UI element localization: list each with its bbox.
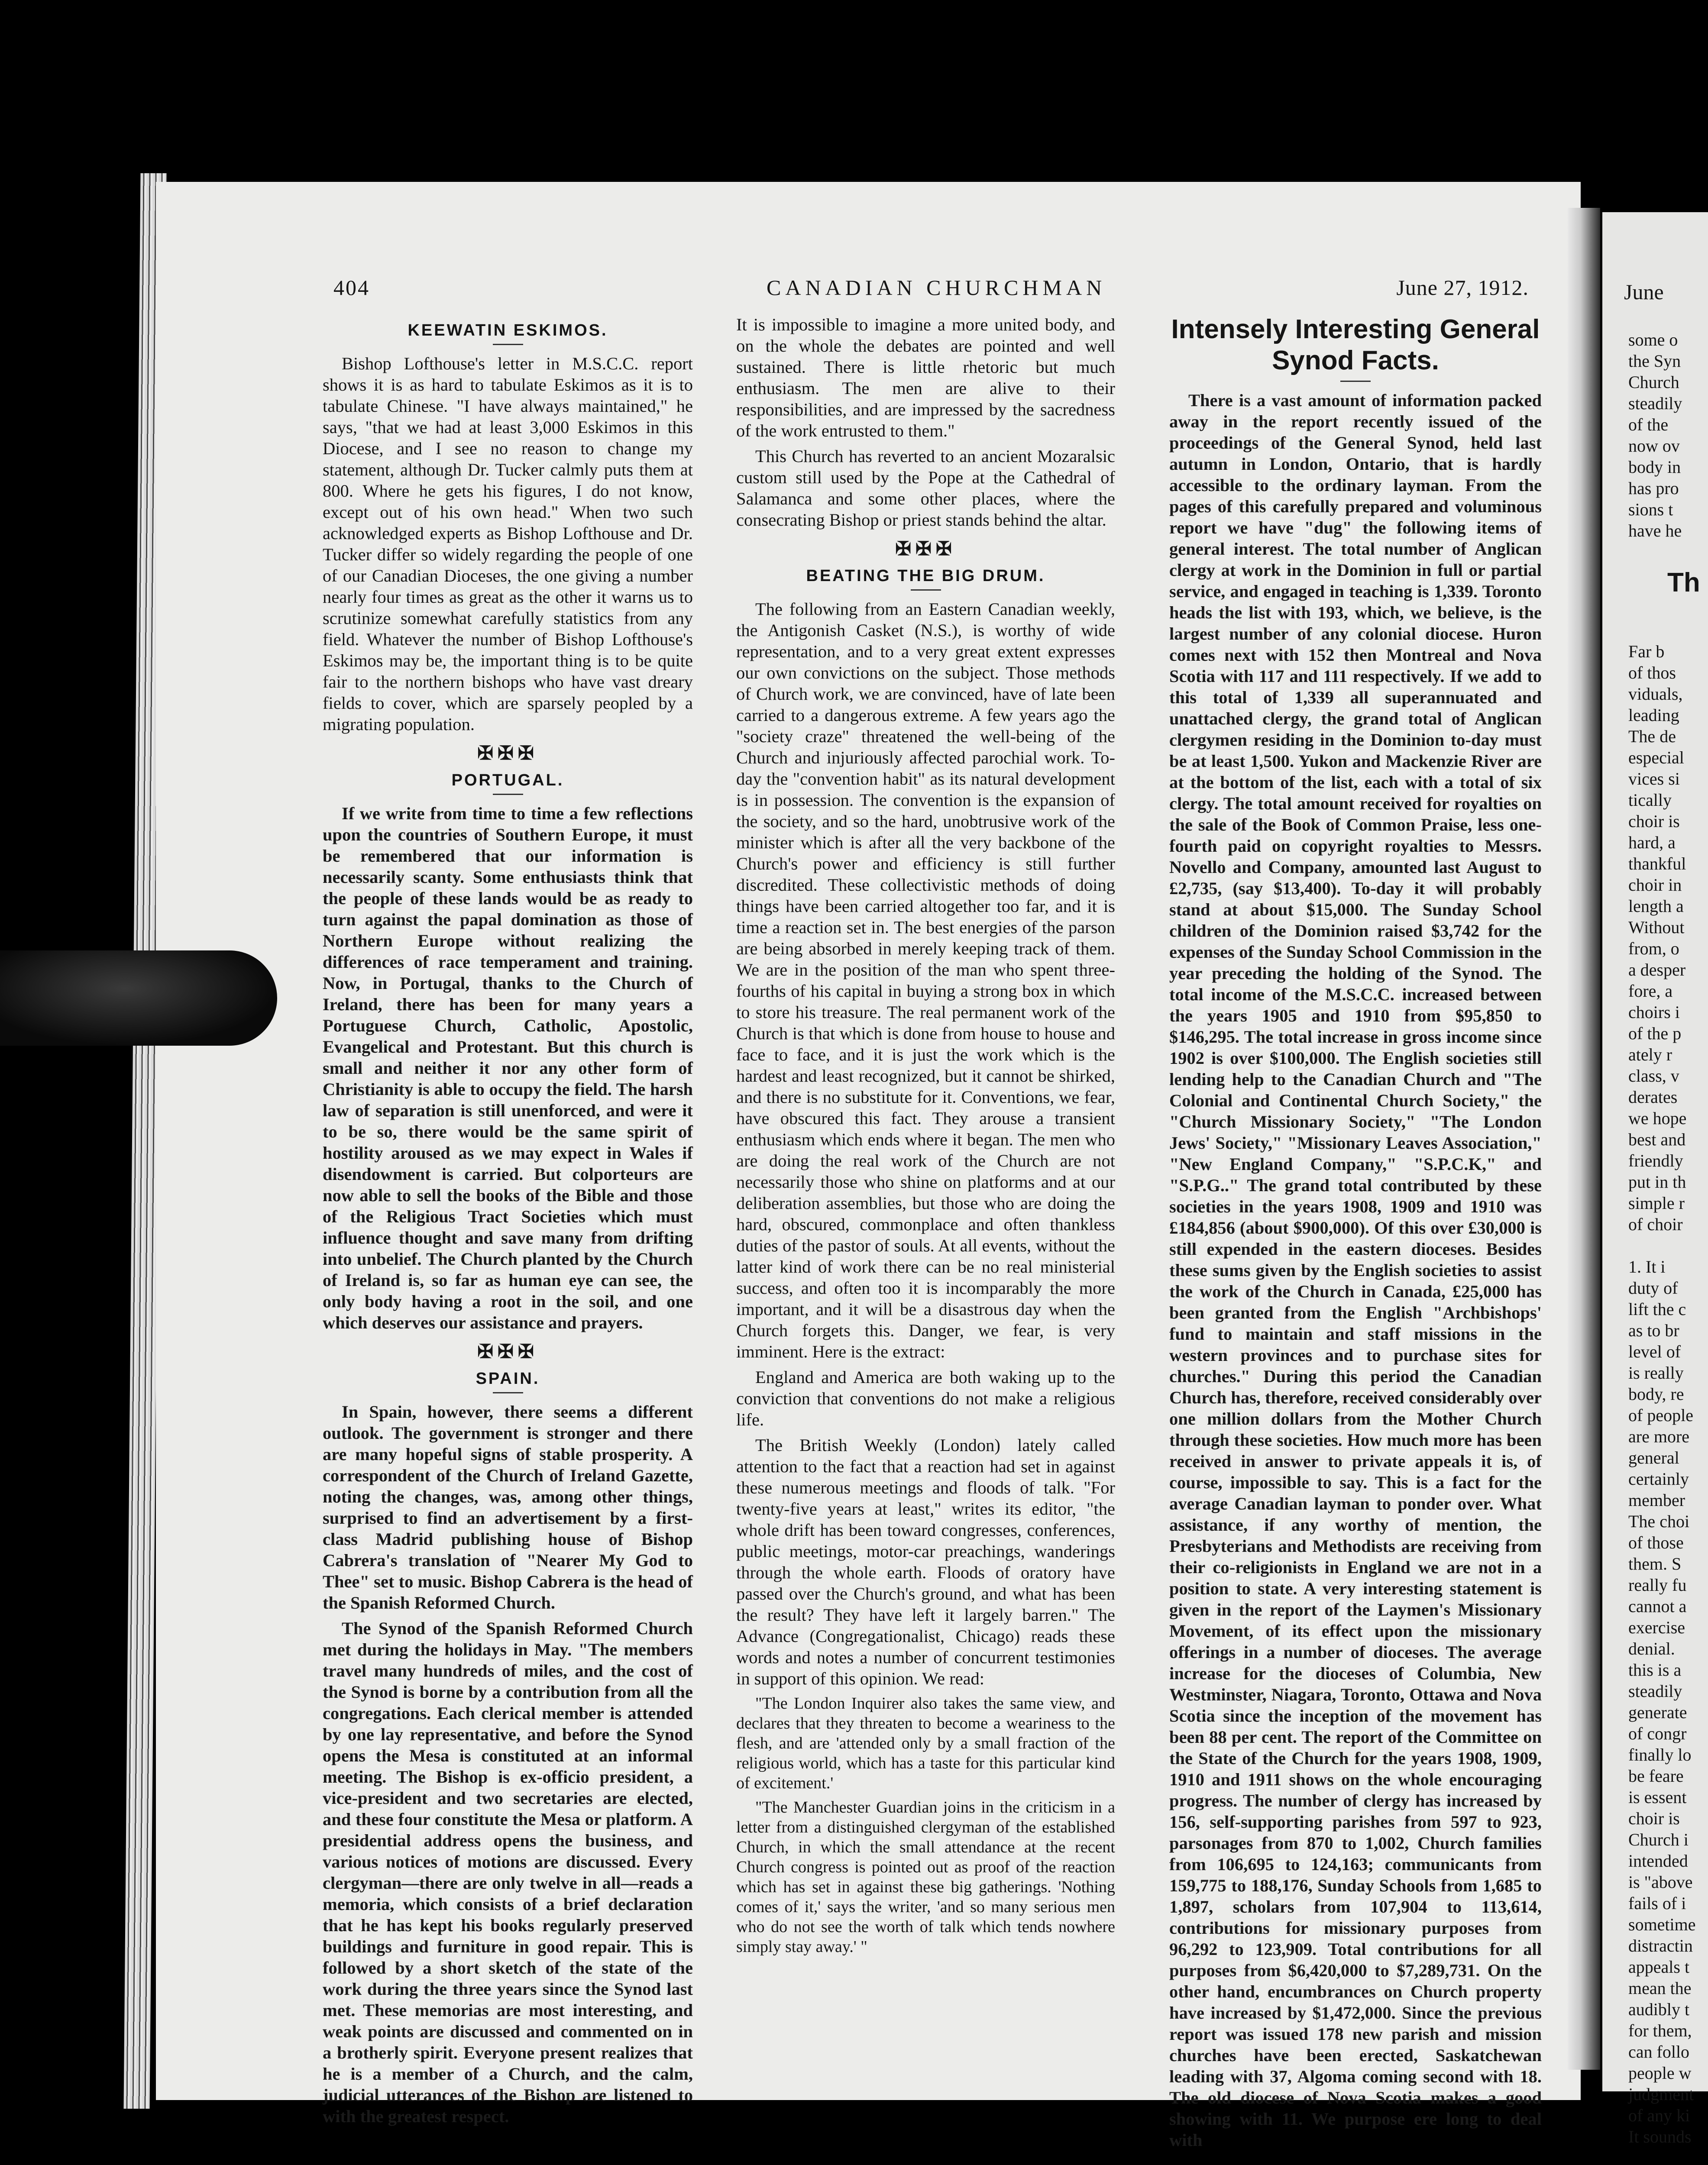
synod-facts-paragraph: There is a vast amount of information packed away in the report recently issued of the proceedings of the General Synod, held last autumn in London, Ontario, that is hardly accessible to the ordinary layman. From the pages of this carefully prepared and voluminous report we have "dug" the following items of general interest. The total number of Anglican clergy at work in the Dominion in full or partial service, and engaged in teaching is 1,339. Toronto heads the list with 193, which, we believe, is the largest number of any colonial diocese. Huron comes next with 152 then Montreal and Nova Scotia with 117 and 111 respectively. If we add to this total of 1,339 all superannuated and unattached clergy, the grand total of Anglican clergymen residing in the Dominion to-day must be at least 1,500. Yukon and Mackenzie River are at the bottom of the list, each with a total of six clergy. The total amount received for royalties on the sale of the Book of Common Praise, less one-fourth paid on copyright royalties to Messrs. Novello and Company, amounted last August to £2,735, (say $13,400). To-day it will probably stand at about $15,000. The Sunday School children of the Dominion raised $3,742 for the expenses of the Sunday School Commission in the year preceding the holding of the Synod. The total income of the M.S.C.C. increased between the years 1905 and 1910 from $95,850 to $146,295. The total increase in gross income since 1902 is over $100,000. The English societies still lending help to the Canadian Church and "The Colonial and Continental Church Society," the "Church Missionary Society," "The London Jews' Society," "Missionary Leaves Association," "New England Company," "S.P.C.K," and "S.P.G.." The grand total contributed by these societies in the years 1908, 1909 and 1910 was £184,856 (about $900,000). Of this over £30,000 is still expended in the eastern dioceses. Besides these sums given by the English societies to assist the work of the Church in Canada, £25,000 has been granted from the English "Archbishops' fund to maintain and staff missions in the western provinces and to purchase sites for churches." During this period the Canadian Church has, therefore, received considerably over one million dollars from the Mother Church through these societies. How much more has been received in answer to private appeals it is, of course, impossible to say. This is a fact for the average Canadian layman to ponder over. What assistance, if any worthy of mention, the Presbyterians and Methodists are receiving from their co-religionists in England we are not in a position to state. A very interesting statement is given in the report of the Laymen's Missionary Movement, of its effect upon the missionary offerings in a number of dioceses. The average increase for the dioceses of Columbia, New Westminster, Niagara, Toronto, Ottawa and Nova Scotia since the inception of the movement has been 88 per cent. The report of the Committee on the State of the Church for the years 1908, 1909, 1910 and 1911 shows on the whole encouraging progress. The number of clergy has increased by 156, self-supporting parishes from 597 to 923, parsonages from 870 to 1,002, Church families from 106,695 to 124,163; communicants from 159,775 to 188,176, Sunday Schools from 1,685 to 1,897, scholars from 107,904 to 113,614, contributions for missionary purposes from 96,292 to 123,909. Total contributions for all purposes from $6,420,000 to $7,289,731. On the other hand, encumbrances on Church property have increased by $1,472,000. Since the previous report was issued 178 new parish and mission churches have been erected, Saskatchewan leading with 37, Algoma coming second with 18. The old diocese of Nova Scotia makes a good showing with 11. We purpose ere long to deal with	[1169, 391, 1542, 2150]
next-page-line: exercise	[1628, 1618, 1685, 1637]
next-page-line: level of	[1628, 1342, 1681, 1361]
synod-facts-heading: Intensely Interesting General Synod Facts.	[1171, 314, 1540, 375]
publication-title: CANADIAN CHURCHMAN	[767, 275, 1106, 300]
next-page-line: length a	[1628, 896, 1684, 916]
next-page-line: steadily	[1628, 1681, 1682, 1701]
next-page-line: leading	[1628, 705, 1679, 725]
next-page-line: some o	[1628, 330, 1678, 349]
next-page-line: general	[1628, 1448, 1679, 1467]
next-page-line: audibly t	[1628, 2000, 1690, 2019]
next-page-line: steadily	[1628, 394, 1682, 413]
page-header	[333, 275, 1529, 310]
next-page-line: is really	[1628, 1363, 1684, 1383]
next-page-line: viduals,	[1628, 684, 1683, 704]
next-page-line: hard, a	[1628, 833, 1676, 852]
column-1	[323, 314, 693, 2131]
next-page-line: especial	[1628, 748, 1684, 767]
next-page-line: lift the c	[1628, 1299, 1686, 1319]
next-page-line: tically	[1628, 790, 1672, 810]
next-page-fragment	[1602, 212, 1708, 2146]
next-page-line: the Syn	[1628, 351, 1681, 371]
section-ornament: ✠✠✠	[895, 538, 956, 559]
thumb-holding-page	[0, 950, 277, 1046]
next-page-line: duty of	[1628, 1278, 1678, 1298]
next-page-line: choirs i	[1628, 1002, 1680, 1022]
next-page-line: Church i	[1628, 1830, 1689, 1849]
next-page-line: member	[1628, 1490, 1685, 1510]
next-page-line: of people	[1628, 1406, 1693, 1425]
next-page-line: generate	[1628, 1703, 1687, 1722]
spain-heading: SPAIN.	[476, 1370, 540, 1388]
next-page-line: of congr	[1628, 1724, 1687, 1743]
next-page-line: is essent	[1628, 1787, 1687, 1807]
drum-quote-2: "The Manchester Guardian joins in the criticism in a letter from a distinguished clergyman of the established Church, in which the small attendance at the recent Church congress is pointed out as proof of the reaction which has set in against these big gatherings. 'Nothing comes of it,' says the writer, 'and so many serious men who do not see the worth of talk which tends nowhere simply stay away.' "	[736, 1798, 1115, 1956]
next-page-line: Far b	[1628, 642, 1665, 661]
next-page-line: can follo	[1628, 2042, 1690, 2062]
next-page-line: vices si	[1628, 769, 1680, 788]
next-page-line: It sounds	[1628, 2127, 1692, 2146]
heading-rule	[493, 794, 523, 795]
next-page-line: thankful	[1628, 854, 1686, 873]
next-page-line: fails of i	[1628, 1894, 1686, 1913]
next-page-line: simple r	[1628, 1193, 1685, 1213]
next-page-heading: Th	[1667, 568, 1700, 598]
drum-heading: BEATING THE BIG DRUM.	[806, 567, 1045, 585]
next-page-line: sions t	[1628, 500, 1673, 519]
next-page-line: them. S	[1628, 1554, 1682, 1574]
next-page-line: choir is	[1628, 1809, 1680, 1828]
drum-paragraph-2: England and America are both waking up to the conviction that conventions do not make a religious life.	[736, 1367, 1115, 1429]
next-page-line: have he	[1628, 521, 1682, 540]
next-page-line: of the	[1628, 415, 1669, 434]
next-page-line: of choir	[1628, 1215, 1683, 1234]
next-page-line: distractin	[1628, 1936, 1693, 1955]
next-page-line: appeals t	[1628, 1957, 1690, 1977]
next-page-line: body, re	[1628, 1384, 1684, 1404]
page-number: 404	[333, 275, 370, 300]
next-page-line: certainly	[1628, 1469, 1689, 1489]
next-page-line: choir is	[1628, 811, 1680, 831]
spain-continuation-2: This Church has reverted to an ancient Mozaralsic custom still used by the Pope at the Cathedral of Salamanca and some other places, where the consecrating Bishop or priest stands behind the altar.	[736, 446, 1115, 530]
section-ornament: ✠✠✠	[477, 743, 538, 764]
next-page-text-bottom	[1628, 641, 1696, 2147]
next-page-line: class, v	[1628, 1066, 1679, 1086]
page-gutter-shadow	[1568, 208, 1600, 2070]
next-page-line: cannot a	[1628, 1596, 1687, 1616]
section-ornament: ✠✠✠	[477, 1341, 538, 1362]
next-page-line	[1628, 1235, 1696, 1256]
spain-paragraph-2: The Synod of the Spanish Reformed Church met during the holidays in May. "The members travel many hundreds of miles, and the cost of the Synod is borne by a contribution from all the congregations. Each clerical member is attended by one lay representative, and before the Synod opens the Mesa is constituted at an informal meeting. The Bishop is ex-officio president, a vice-president and two secretaries are elected, and these four constitute the Mesa or platform. A presidential address opens the business, and various notices of motions are discussed. Every clergyman—there are only twelve in all—reads a memoria, which consists of a brief declaration that he has kept his books regularly preserved buildings and furniture in good repair. This is followed by a short sketch of the state of the work during the three years since the Synod last met. These memorias are most interesting, and weak points are discussed and commented on in a brotherly spirit. Everyone present realizes that he is a member of a Church, and the calm, judicial utterances of the Bishop are listened to with the greatest respect.	[323, 1619, 693, 2126]
keewatin-paragraph: Bishop Lofthouse's letter in M.S.C.C. report shows it is as hard to tabulate Eskimos as it is to tabulate Chinese. "I have always maintained," he says, "that we had at least 3,000 Eskimos in this Diocese, and I see no reason to change my statement, although Dr. Tucker calmly puts them at 800. Where he gets his figures, I do not know, except out of his own head." When two such acknowledged experts as Bishop Lofthouse and Dr. Tucker differ so widely regarding the people of one of our Canadian Dioceses, the one giving a number nearly four times as great as the other it warns us to scrutinize somewhat carefully statistics from any field. Whatever the number of Bishop Lofthouse's Eskimos may be, the important thing is to be quite fair to the northern bishops who have vast dreary fields to cover, which are sparsely peopled by a migrating population.	[323, 354, 693, 734]
heading-rule	[493, 344, 523, 345]
next-page-line: has pro	[1628, 478, 1679, 498]
next-page-line: 1. It i	[1628, 1257, 1666, 1276]
next-page-line: Without	[1628, 918, 1685, 937]
next-page-line: mean the	[1628, 1978, 1692, 1998]
heading-rule	[493, 1392, 523, 1393]
next-page-line: choir in	[1628, 875, 1682, 895]
column-3	[1169, 314, 1542, 2155]
next-page-text-top	[1628, 329, 1682, 541]
next-page-line: of any ki	[1628, 2106, 1690, 2125]
next-page-line: ately r	[1628, 1045, 1672, 1064]
drum-paragraph-3: The British Weekly (London) lately called attention to the fact that a reaction had set in against these numerous meetings and floods of talk. "For twenty-five years at least," writes its editor, "the whole drift has been toward congresses, conferences, public meetings, motor-car preachings, wanderings through the whole earth. Floods of oratory have passed over the Church's ground, and what has been the result? They have left it largely barren." The Advance (Congregationalist, Chicago) reads these words and notes a number of concurrent testimonies in support of this opinion. We read:	[736, 1435, 1115, 1688]
next-page-line: now ov	[1628, 436, 1680, 456]
heading-rule	[1340, 381, 1371, 382]
keewatin-heading: KEEWATIN ESKIMOS.	[408, 321, 608, 339]
next-page-line: put in th	[1628, 1172, 1686, 1192]
next-page-line: a desper	[1628, 960, 1686, 979]
next-page-line: for them,	[1628, 2021, 1692, 2040]
next-page-line: intended	[1628, 1851, 1688, 1871]
next-page-line: The de	[1628, 727, 1676, 746]
next-page-line: as to br	[1628, 1321, 1679, 1340]
next-page-line: really fu	[1628, 1575, 1687, 1595]
issue-date: June 27, 1912.	[1396, 275, 1529, 300]
next-page-line: sometime	[1628, 1915, 1696, 1934]
drum-quote-1: "The London Inquirer also takes the same view, and declares that they threaten to become a weariness to the flesh, and are 'attended only by a small fraction of the religious world, which has a taste for this particular kind of excitement.'	[736, 1694, 1115, 1792]
next-page-line: of those	[1628, 1533, 1684, 1552]
next-page-line: derates	[1628, 1087, 1678, 1107]
next-page-line: from, o	[1628, 939, 1679, 958]
next-page-line: are more	[1628, 1427, 1690, 1446]
drum-paragraph-1: The following from an Eastern Canadian weekly, the Antigonish Casket (N.S.), is worthy of wide representation, and to a very great extent expresses our own convictions on the subject. Those methods of Church work, we are convinced, have of late been carried to a dangerous extreme. A few years ago the "society craze" threatened the well-being of the Church and injuriously affected parochial work. To-day the "convention habit" as its natural development is in possession. The convention is the expansion of the society, and so the hard, unobtrusive work of the minister which is after all the very backbone of the Church's power and efficiency is still further discredited. These collectivistic methods of doing things have been carried altogether too far, and it is time a reaction set in. The best energies of the parson are being absorbed in merely keeping track of them. We are in the position of the man who spent three-fourths of his capital in buying a strong box in which to store his treasure. The real permanent work of the Church is that which is done from house to house and face to face, and it is just the work which is the hardest and least recognized, but it cannot be shirked, and there is no substitute for it. Conventions, we fear, have obscured this fact. They arouse a transient enthusiasm which ends where it began. The men who are doing the real work of the Church are not necessarily those who shine on platforms and at our deliberation assemblies, but those who are doing the hard, obscured, commonplace and often thankless duties of the pastor of souls. At all events, without the latter kind of work there can be no real ministerial success, and often too it is incomparably the more important, and it will be a disastrous day when the Church forgets this. Danger, we fear, is very imminent. Here is the extract:	[736, 599, 1115, 1361]
column-2	[736, 314, 1115, 1961]
next-page-header: June	[1624, 280, 1664, 304]
next-page-line: is "above	[1628, 1872, 1693, 1892]
next-page-line: finally lo	[1628, 1745, 1692, 1764]
next-page-line: be feare	[1628, 1766, 1684, 1786]
next-page-line: of the p	[1628, 1024, 1682, 1043]
next-page-line: body in	[1628, 457, 1681, 477]
next-page-line: best and	[1628, 1130, 1686, 1149]
spain-paragraph-1: In Spain, however, there seems a different outlook. The government is stronger and there are many hopeful signs of stable prosperity. A correspondent of the Church of Ireland Gazette, noting the changes, was, among other things, surprised to find an advertisement by a first-class Madrid publishing house of Bishop Cabrera's translation of "Nearer My God to Thee" set to music. Bishop Cabrera is the head of the Spanish Reformed Church.	[323, 1402, 693, 1612]
next-page-line: The choi	[1628, 1512, 1690, 1531]
next-page-line: Church	[1628, 372, 1679, 392]
next-page-line: denial.	[1628, 1639, 1675, 1658]
next-page-line: fore, a	[1628, 981, 1673, 1001]
next-page-line: this is a	[1628, 1660, 1682, 1680]
next-page-line: judgment	[1628, 2084, 1694, 2104]
next-page-line: of thos	[1628, 663, 1676, 682]
next-page-line: people w	[1628, 2063, 1692, 2083]
portugal-heading: PORTUGAL.	[451, 771, 564, 789]
heading-rule	[911, 589, 941, 591]
spain-continuation: It is impossible to imagine a more united body, and on the whole the debates are pointed and well sustained. There is little rhetoric but much enthusiasm. The men are alive to their responsibilities, and are impressed by the sacredness of the work entrusted to them."	[736, 315, 1115, 440]
next-page-line: friendly	[1628, 1151, 1683, 1170]
portugal-paragraph: If we write from time to time a few reflections upon the countries of Southern Europe, it must be remembered that our information is necessarily scanty. Some enthusiasts think that the people of these lands would be as ready to turn against the papal domination as those of Northern Europe without realizing the differences of race temperament and training. Now, in Portugal, thanks to the Church of Ireland, there has been for many years a Portuguese Church, Catholic, Apostolic, Evangelical and Protestant. But this church is small and neither it nor any other form of Christianity is able to occupy the field. The harsh law of separation is still unenforced, and were it to be so, there would be the same spirit of hostility aroused as we may expect in Wales if disendowment is carried. But colporteurs are now able to sell the books of the Bible and those of the Religious Tract Societies which must influence thought and save many from drifting into unbelief. The Church planted by the Church of Ireland is, so far as human eye can see, the only body having a root in the soil, and one which deserves our assistance and prayers.	[323, 804, 693, 1332]
next-page-line: we hope	[1628, 1108, 1687, 1128]
